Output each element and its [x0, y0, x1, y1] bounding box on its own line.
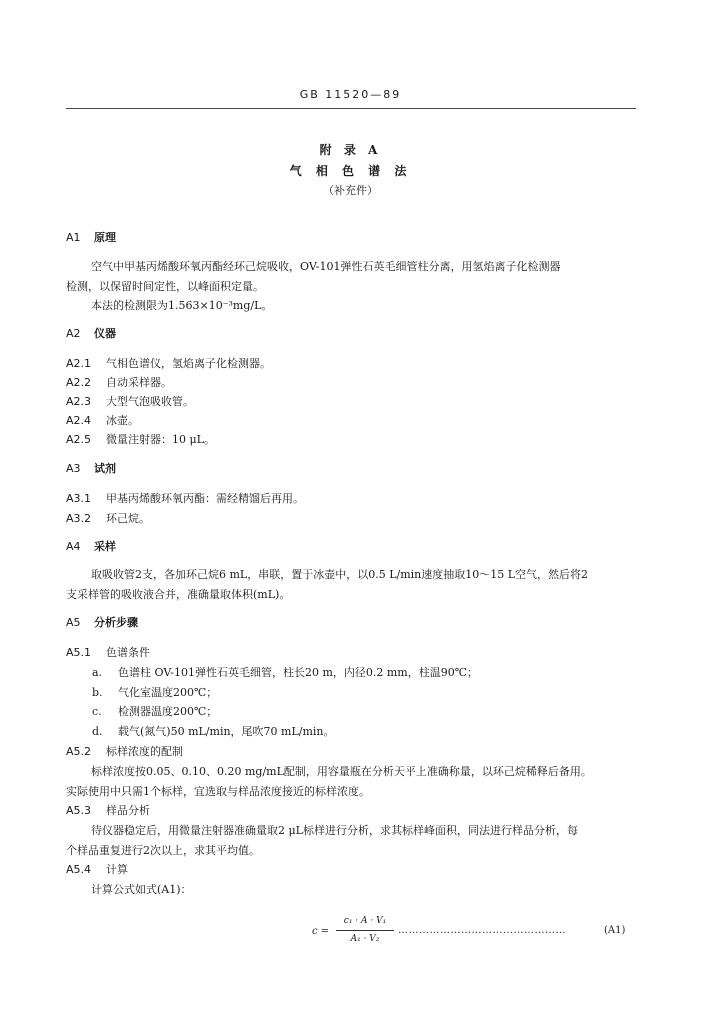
subsection-heading	[66, 802, 150, 818]
section-number: A5	[66, 616, 81, 629]
formula-numerator: c₁ · A · V₁	[343, 916, 387, 926]
header-rule	[66, 108, 636, 109]
paragraph-line: 支采样管的吸收液合并，准确量取体积(mL)。	[66, 588, 291, 601]
item-number: A3.1	[66, 492, 92, 505]
paragraph-line: 计算公式如式(A1)：	[91, 883, 192, 896]
item-number: A5.2	[66, 745, 92, 758]
item-text: 气化室温度200℃；	[118, 686, 218, 699]
list-item	[66, 510, 150, 526]
item-text: 环己烷。	[106, 512, 150, 525]
list-item	[92, 664, 478, 680]
item-text: 检测器温度200℃；	[118, 705, 218, 718]
item-text: 载气(氮气)50 mL/min，尾吹70 mL/min。	[118, 725, 335, 738]
subsection-heading	[66, 644, 150, 660]
section-title: 采样	[94, 540, 116, 553]
section-title: 试剂	[94, 462, 116, 475]
section-title: 仪器	[94, 327, 116, 340]
appendix-title: 附 录 A	[319, 143, 382, 157]
standard-code: GB 11520—89	[299, 88, 402, 101]
item-number: A2.2	[66, 376, 92, 389]
item-text: 微量注射器：10 μL。	[106, 433, 215, 446]
item-letter: a.	[92, 666, 103, 679]
section-heading-a3	[66, 460, 116, 476]
item-number: A2.4	[66, 414, 92, 427]
formula-label: (A1)	[604, 925, 626, 936]
list-item	[66, 431, 215, 447]
leader-dots: …………………………………………	[398, 925, 566, 936]
item-number: A2.1	[66, 357, 92, 370]
section-number: A3	[66, 462, 81, 475]
list-item	[66, 374, 172, 390]
item-number: A5.3	[66, 804, 92, 817]
item-text: 计算	[106, 863, 128, 876]
item-text: 色谱条件	[106, 646, 150, 659]
item-number: A5.4	[66, 863, 92, 876]
section-title: 分析步骤	[94, 616, 138, 629]
paragraph-line: 标样浓度按0.05、0.10、0.20 mg/mL配制，用容量瓶在分析天平上准确称量，以环己烷稀释后备用。	[91, 765, 592, 778]
paragraph-line: 取吸收管2支，各加环己烷6 mL，串联，置于冰壶中，以0.5 L/min速度抽取10～15 L空气，然后将2	[91, 568, 589, 581]
paragraph-line: 实际使用中只需1个标样，宜选取与样品浓度接近的标样浓度。	[66, 785, 370, 798]
item-number: A2.5	[66, 433, 92, 446]
section-heading-a1	[66, 229, 116, 245]
item-number: A5.1	[66, 646, 92, 659]
item-text: 自动采样器。	[106, 376, 172, 389]
item-text: 样品分析	[106, 804, 150, 817]
subsection-heading	[66, 743, 183, 759]
list-item	[92, 684, 217, 700]
item-text: 冰壶。	[106, 414, 139, 427]
list-item	[66, 355, 271, 371]
section-heading-a5	[66, 614, 138, 630]
paragraph-line: 待仪器稳定后，用微量注射器准确量取2 μL标样进行分析，求其标样峰面积，同法进行样品分析，每	[91, 824, 578, 837]
fraction-bar	[336, 930, 394, 931]
item-letter: c.	[92, 705, 102, 718]
item-letter: b.	[92, 686, 103, 699]
list-item	[66, 393, 194, 409]
section-number: A1	[66, 231, 81, 244]
section-number: A4	[66, 540, 81, 553]
paragraph-line: 本法的检测限为1.563×10⁻³mg/L。	[91, 299, 273, 312]
item-letter: d.	[92, 725, 103, 738]
method-title: 气 相 色 谱 法	[289, 164, 412, 178]
paragraph-line: 空气中甲基丙烯酸环氧丙酯经环己烷吸收，OV-101弹性石英毛细管柱分离，用氢焰离子化检测器	[91, 260, 561, 273]
paragraph-line: 检测，以保留时间定性，以峰面积定量。	[66, 280, 264, 293]
formula-denominator: A₁ · V₂	[350, 934, 380, 944]
item-text: 标样浓度的配制	[106, 745, 183, 758]
section-heading-a2	[66, 325, 116, 341]
subsection-heading	[66, 861, 128, 877]
item-text: 大型气泡吸收管。	[106, 395, 194, 408]
list-item	[66, 412, 139, 428]
section-heading-a4	[66, 538, 116, 554]
section-number: A2	[66, 327, 81, 340]
item-text: 色谱柱 OV-101弹性石英毛细管，柱长20 m，内径0.2 mm，柱温90℃；	[118, 666, 479, 679]
formula-lhs: c =	[312, 926, 330, 937]
item-number: A2.3	[66, 395, 92, 408]
paragraph-line: 个样品重复进行2次以上，求其平均值。	[66, 844, 260, 857]
item-text: 气相色谱仪，氢焰离子化检测器。	[106, 357, 271, 370]
list-item	[66, 490, 304, 506]
item-text: 甲基丙烯酸环氧丙酯：需经精馏后再用。	[106, 492, 304, 505]
item-number: A3.2	[66, 512, 92, 525]
list-item	[92, 723, 335, 739]
list-item	[92, 703, 217, 719]
section-title: 原理	[94, 231, 116, 244]
appendix-note: （补充件）	[323, 184, 378, 197]
